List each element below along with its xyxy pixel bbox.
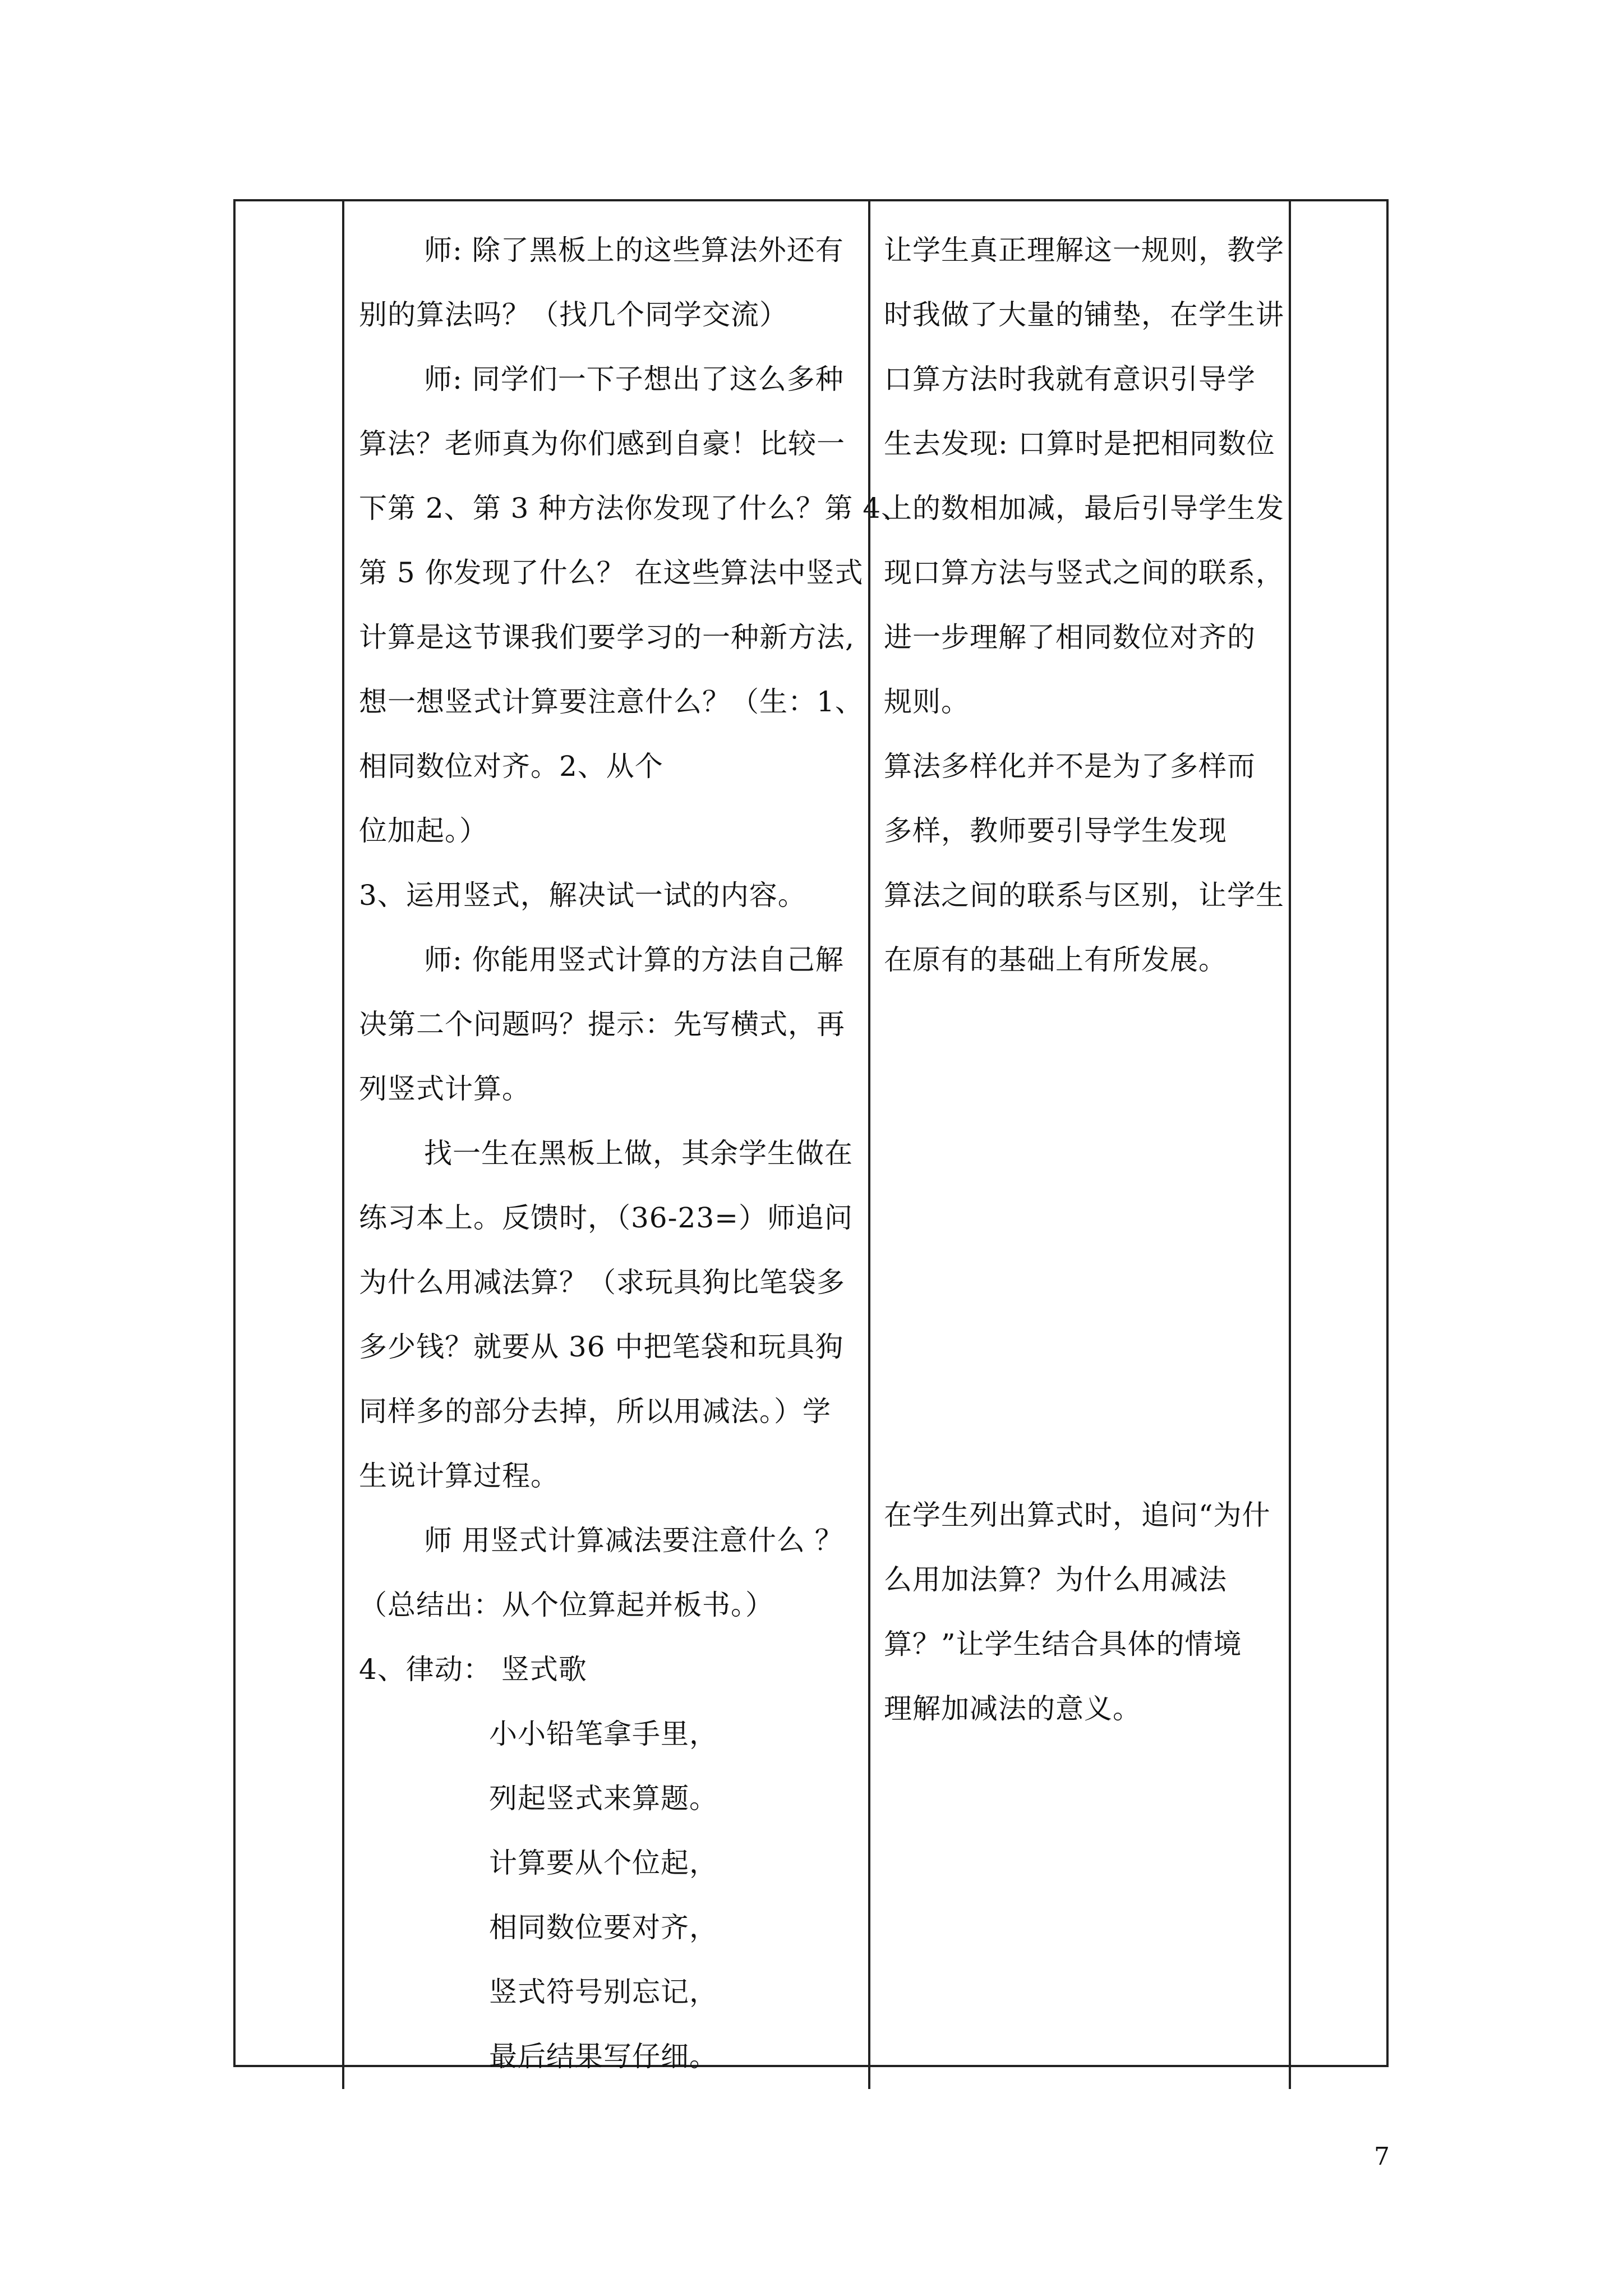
note-line: 多样，教师要引导学生发现	[884, 815, 1227, 847]
poem-line: 最后结果写仔细。	[489, 2040, 718, 2073]
remarks-column	[1289, 201, 1386, 2089]
note-line: 理解加减法的意义。	[884, 1692, 1141, 1725]
teaching-process-column	[342, 201, 910, 2089]
note-line: 生去发现: 口算时是把相同数位	[884, 427, 1275, 460]
poem-line: 相同数位要对齐，	[489, 1911, 718, 1944]
notes-block	[884, 1483, 1271, 1741]
stage-column	[236, 201, 342, 2089]
text-line: 位加起。）	[359, 815, 488, 847]
text-line: 算法？老师真为你们感到自豪！比较一	[359, 427, 845, 460]
note-line: 算？”让学生结合具体的情境	[884, 1628, 1242, 1660]
note-line: 现口算方法与竖式之间的联系，	[884, 556, 1284, 589]
text-line: 师: 同学们一下子想出了这么多种	[424, 363, 844, 395]
text-line: 师 用竖式计算减法要注意什么 ？	[424, 1524, 843, 1557]
text-line: 相同数位对齐。2、从个	[359, 750, 663, 783]
step-heading: 3、运用竖式，解决试一试的内容。	[359, 879, 806, 912]
note-line: 规则。	[884, 685, 970, 718]
poem-line: 竖式符号别忘记，	[489, 1976, 718, 2008]
text-line: 师: 你能用竖式计算的方法自己解	[424, 944, 844, 976]
text-line: 第 5 你发现了什么？ 在这些算法中竖式	[359, 556, 864, 589]
text-line: 下第 2、第 3 种方法你发现了什么？第 4、	[359, 492, 910, 524]
note-line: 上的数相加减，最后引导学生发	[884, 492, 1284, 524]
text-line: 计算是这节课我们要学习的一种新方法,	[359, 621, 855, 654]
lesson-plan-table	[233, 199, 1389, 2073]
notes-block	[884, 218, 1284, 992]
text-line: 生说计算过程。	[359, 1460, 559, 1492]
step-heading: 4、律动： 竖式歌	[359, 1653, 587, 1686]
note-line: 算法多样化并不是为了多样而	[884, 750, 1256, 783]
text-line: 同样多的部分去掉，所以用减法。）学	[359, 1395, 831, 1428]
note-line: 么用加法算？为什么用减法	[884, 1563, 1227, 1596]
text-line: 师: 除了黑板上的这些算法外还有	[424, 234, 844, 266]
poem-line: 列起竖式来算题。	[489, 1782, 718, 1815]
note-line: 进一步理解了相同数位对齐的	[884, 621, 1256, 654]
text-line: 练习本上。反馈时，（36-23=）师追问	[359, 1202, 854, 1234]
note-line: 时我做了大量的铺垫，在学生讲	[884, 298, 1284, 331]
poem-line: 小小铅笔拿手里，	[489, 1718, 718, 1750]
text-line: 多少钱？就要从 36 中把笔袋和玩具狗	[359, 1331, 844, 1363]
page-number: 7	[1374, 2142, 1390, 2171]
note-line: 口算方法时我就有意识引导学	[884, 363, 1256, 395]
design-intent-column	[868, 201, 1289, 2089]
text-line: 决第二个问题吗？提示：先写横式，再	[359, 1008, 845, 1041]
text-line: 别的算法吗？（找几个同学交流）	[359, 298, 788, 331]
note-line: 在原有的基础上有所发展。	[884, 944, 1227, 976]
note-line: 让学生真正理解这一规则，教学	[884, 234, 1284, 266]
text-line: （总结出：从个位算起并板书。）	[359, 1589, 774, 1621]
note-line: 在学生列出算式时，追问“为什	[884, 1499, 1271, 1531]
text-line: 列竖式计算。	[359, 1073, 531, 1105]
text-line: 找一生在黑板上做，其余学生做在	[424, 1137, 853, 1170]
note-line: 算法之间的联系与区别，让学生	[884, 879, 1284, 912]
text-line: 为什么用减法算？（求玩具狗比笔袋多	[359, 1266, 845, 1299]
text-line: 想一想竖式计算要注意什么？（生：1、	[359, 685, 864, 718]
poem-line: 计算要从个位起，	[489, 1847, 718, 1879]
